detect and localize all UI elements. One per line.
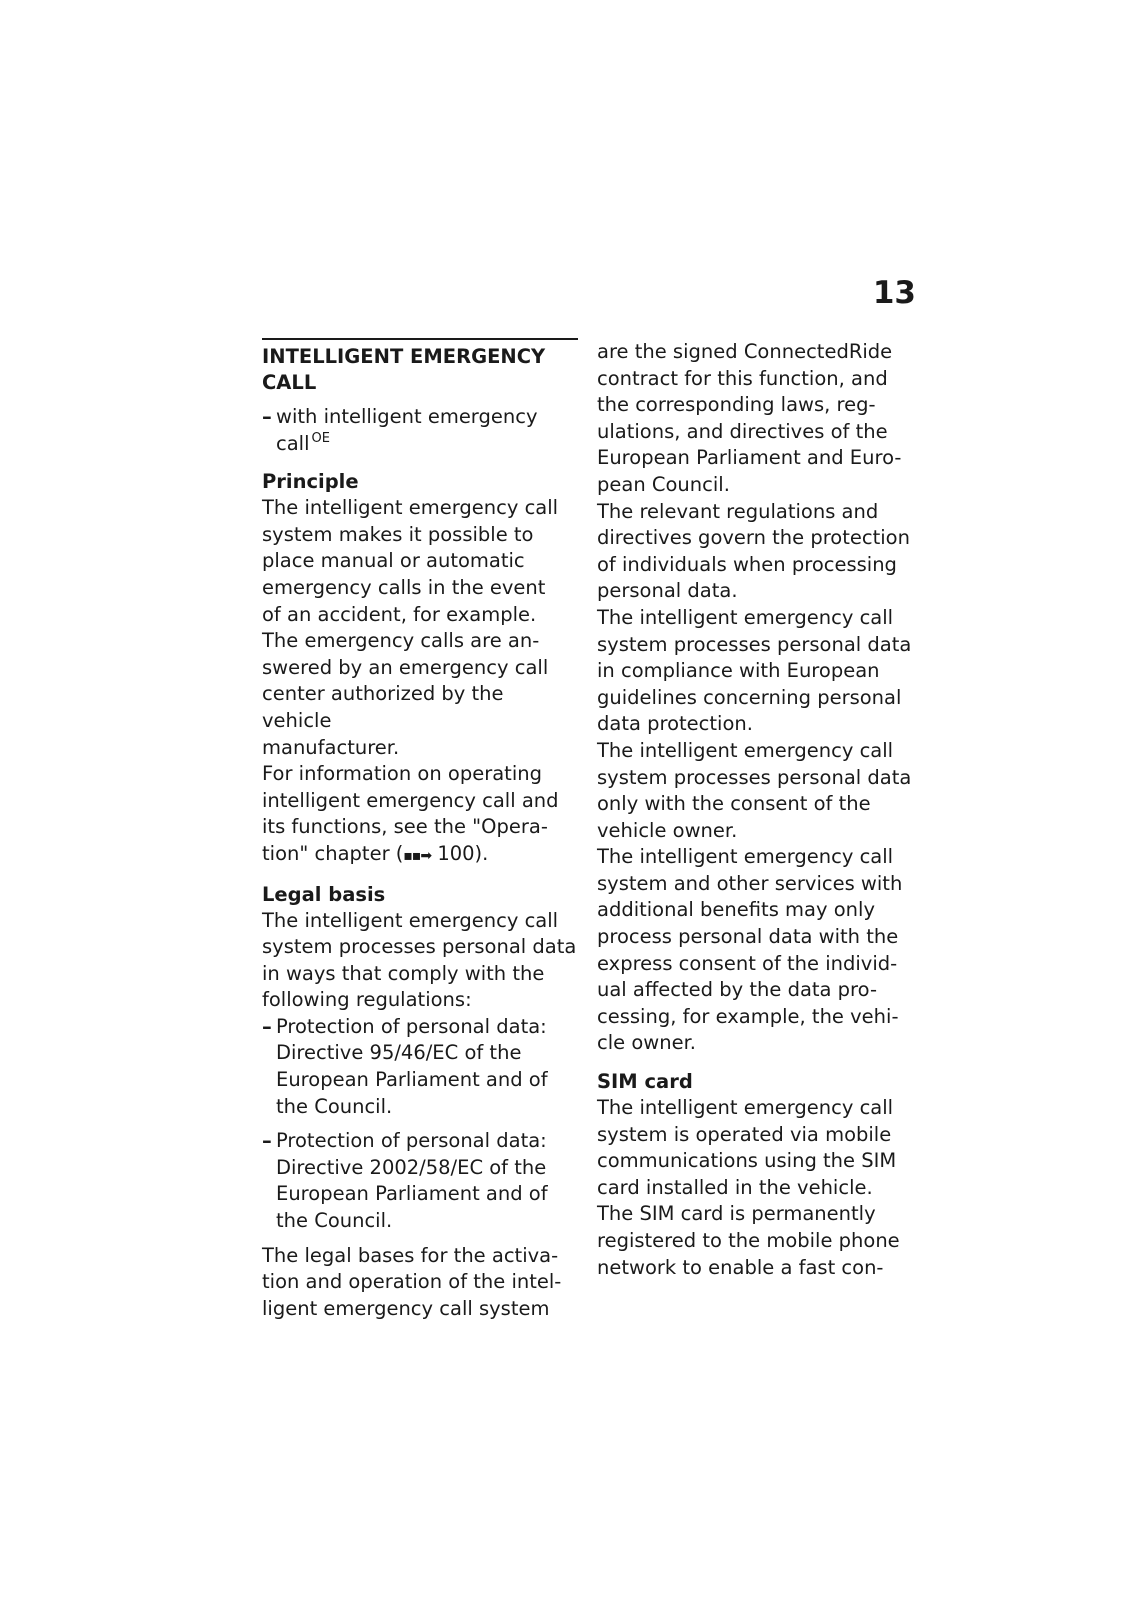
text-line: pean Council. <box>597 472 730 496</box>
text-line: only with the consent of the <box>597 792 871 816</box>
text-line: data protection. <box>597 712 753 736</box>
text-line: Protection of personal data: <box>276 1014 547 1038</box>
section-rule <box>262 338 578 340</box>
page-reference-arrow-icon: ▪▪➡ <box>403 847 432 864</box>
text-line: system is operated via mobile <box>597 1122 892 1146</box>
text-line: intelligent emergency call and <box>262 788 559 812</box>
left-column <box>262 338 578 1322</box>
legal-basis-continued <box>597 339 922 1057</box>
text-line: place manual or automatic <box>262 549 525 573</box>
page-number: 13 <box>872 275 916 311</box>
list-item <box>262 1014 578 1120</box>
text-line: emergency calls in the event <box>262 575 546 599</box>
text-line: following regulations: <box>262 988 472 1012</box>
sim-card-heading: SIM card <box>597 1070 693 1094</box>
variant-note <box>262 404 578 457</box>
page-reference-link[interactable]: 100). <box>431 841 489 865</box>
optional-equipment-marker: OE <box>311 430 330 446</box>
text-line: the Council. <box>276 1094 393 1118</box>
text-line: The emergency calls are an- <box>262 629 540 653</box>
text-line: The intelligent emergency call <box>597 845 894 869</box>
text-line: express consent of the individ- <box>597 951 898 975</box>
text-line: are the signed ConnectedRide <box>597 340 893 363</box>
text-line: The intelligent emergency call <box>262 496 559 520</box>
variant-text-line: call <box>276 431 310 455</box>
dash-bullet: – <box>262 1014 272 1038</box>
text-line: of individuals when processing <box>597 552 897 576</box>
text-line: its functions, see the "Opera- <box>262 815 548 839</box>
text-line: cessing, for example, the vehi- <box>597 1004 899 1028</box>
text-line: card installed in the vehicle. <box>597 1175 873 1199</box>
text-line: cle owner. <box>597 1031 696 1055</box>
text-line: The intelligent emergency call <box>597 1096 894 1120</box>
text-line: system makes it possible to <box>262 522 534 546</box>
text-line: in compliance with European <box>597 659 880 683</box>
text-line: additional benefits may only <box>597 898 875 922</box>
text-line: of an accident, for example. <box>262 602 537 626</box>
text-line: The intelligent emergency call <box>262 908 559 932</box>
principle-heading: Principle <box>262 470 359 494</box>
page-reference-line <box>262 841 578 870</box>
dash-bullet: – <box>262 1129 272 1153</box>
text-line: personal data. <box>597 579 738 603</box>
text-line: vehicle owner. <box>597 818 738 842</box>
text-line: the Council. <box>276 1209 393 1233</box>
text-line: guidelines concerning personal <box>597 685 902 709</box>
section-heading <box>262 344 578 396</box>
text-line: Directive 95/46/EC of the <box>276 1041 522 1065</box>
list-item <box>262 1128 578 1234</box>
text-line: European Parliament and of <box>276 1068 548 1092</box>
text-line: system and other services with <box>597 871 903 895</box>
text-line: European Parliament and of <box>276 1182 548 1206</box>
principle-paragraph <box>262 495 578 869</box>
text-line: The SIM card is permanently <box>597 1202 876 1226</box>
text-line: the corresponding laws, reg- <box>597 393 876 417</box>
legal-basis-paragraph <box>262 908 578 1014</box>
text-line: network to enable a fast con- <box>597 1255 884 1279</box>
text-line: tion and operation of the intel- <box>262 1270 562 1294</box>
text-line: communications using the SIM <box>597 1149 897 1173</box>
text-line: process personal data with the <box>597 925 899 949</box>
text-line: The legal bases for the activa- <box>262 1243 559 1267</box>
text-line: ligent emergency call system <box>262 1296 550 1320</box>
text-line: The relevant regulations and <box>597 499 879 523</box>
text-line: directives govern the protection <box>597 526 910 550</box>
closing-paragraph <box>262 1243 578 1323</box>
text-line: European Parliament and Euro- <box>597 446 902 470</box>
variant-text-line: with intelligent emergency <box>276 405 538 428</box>
text-line: system processes personal data <box>262 935 577 959</box>
text-line: registered to the mobile phone <box>597 1229 900 1252</box>
text-line: ulations, and directives of the <box>597 419 888 443</box>
text-line: system processes personal data <box>597 632 912 656</box>
text-line: in ways that comply with the <box>262 961 545 985</box>
section-heading-line: CALL <box>262 371 317 394</box>
text-line: The intelligent emergency call <box>597 605 894 629</box>
text-line: Directive 2002/58/EC of the <box>276 1155 547 1179</box>
text-line: swered by an emergency call <box>262 655 549 679</box>
text-line: The intelligent emergency call <box>597 738 894 762</box>
text-line: contract for this function, and <box>597 366 888 390</box>
sim-card-paragraph <box>597 1095 922 1281</box>
text-line: ual affected by the data pro- <box>597 978 877 1002</box>
text-line: system processes personal data <box>597 765 912 789</box>
text-line: Protection of personal data: <box>276 1129 547 1153</box>
right-column <box>597 339 922 1281</box>
legal-basis-heading: Legal basis <box>262 882 386 906</box>
section-heading-line: INTELLIGENT EMERGENCY <box>262 345 546 368</box>
text-line: manufacturer. <box>262 735 400 759</box>
text-line: For information on operating <box>262 762 542 786</box>
text-line: center authorized by the vehicle <box>262 682 504 732</box>
dash-bullet: – <box>262 405 272 428</box>
text-fragment: tion" chapter ( <box>262 841 404 865</box>
